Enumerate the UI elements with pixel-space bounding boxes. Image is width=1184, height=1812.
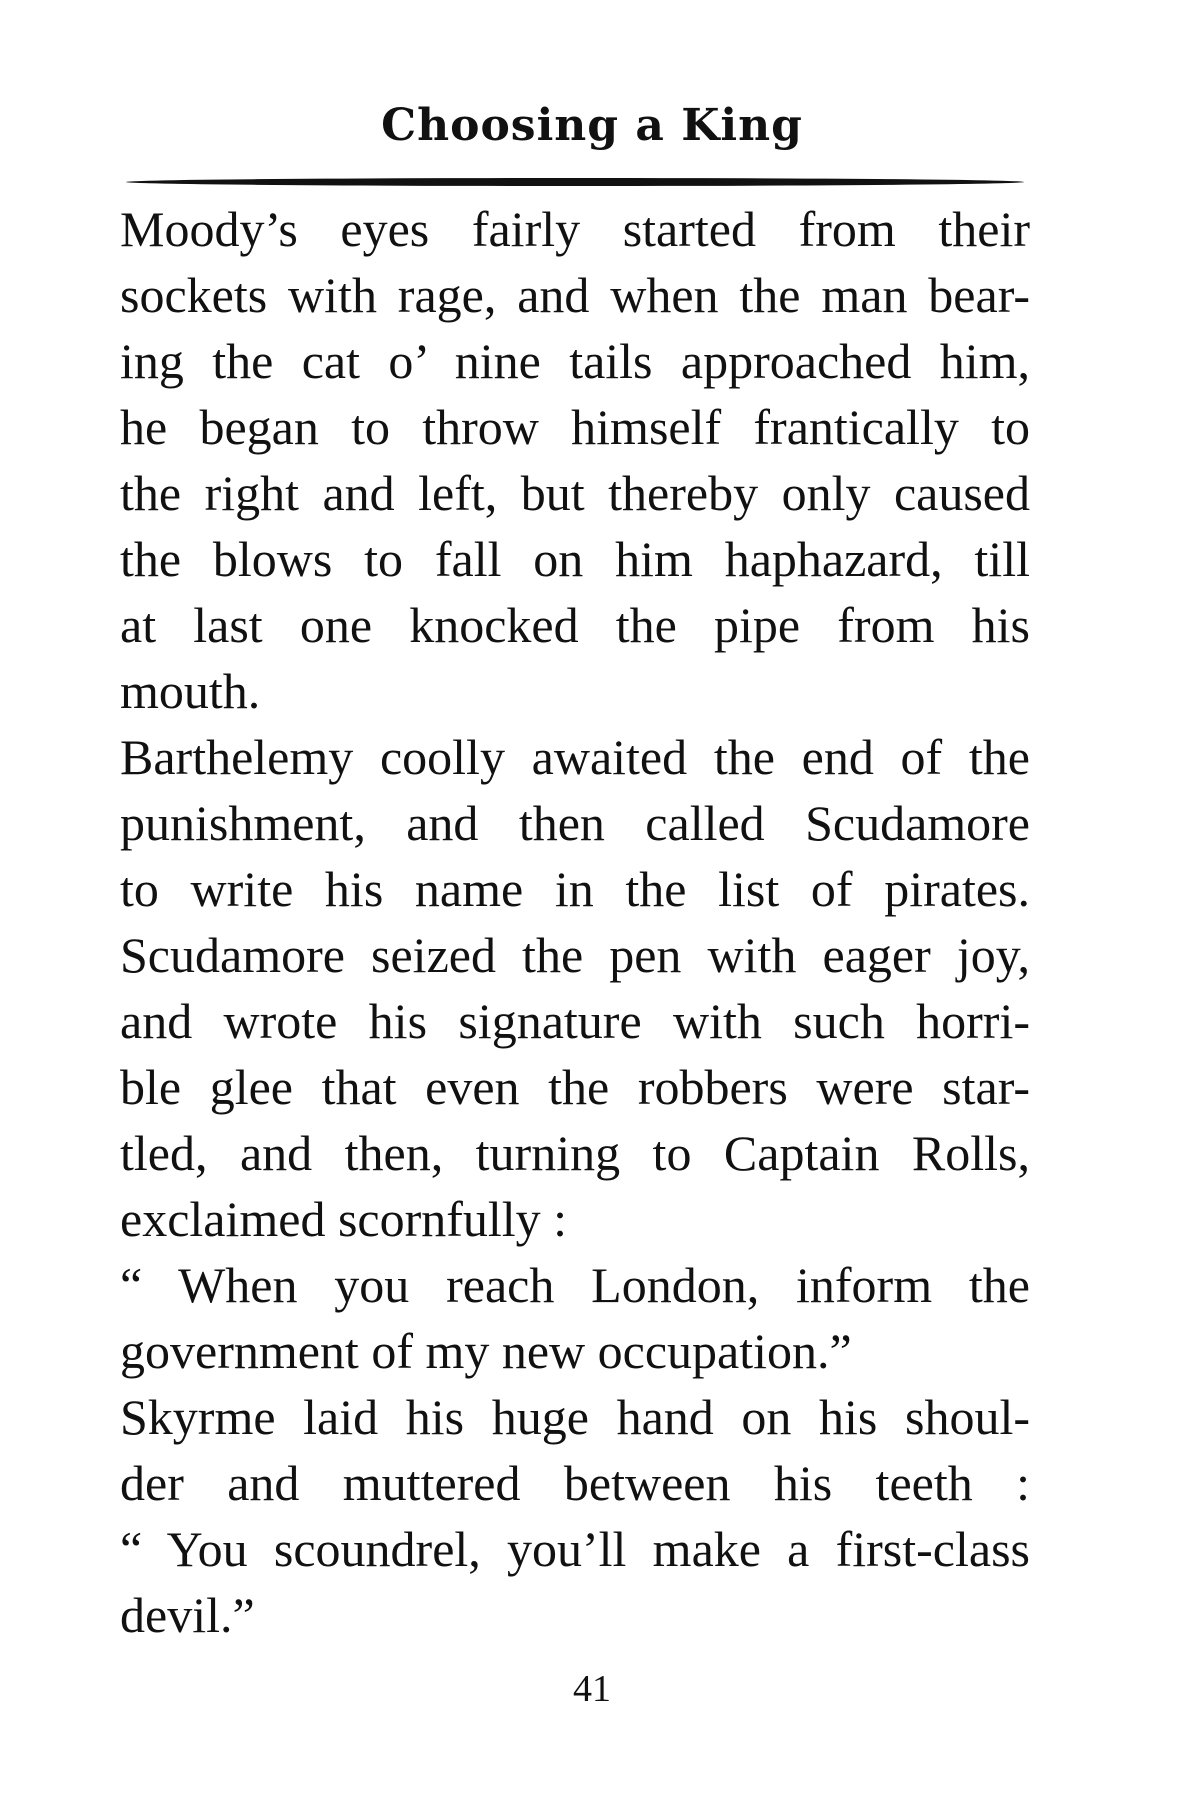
page-number: 41 [573,1668,611,1710]
text-line: and wrote his signature with such horri- [120,993,1030,1049]
text-line: the blows to fall on him haphazard, till [120,531,1030,587]
text-line: tled, and then, turning to Captain Rolls, [120,1125,1030,1181]
text-line: to write his name in the list of pirates. [120,861,1030,917]
text-line: mouth. [120,663,261,719]
text-line: Moody’s eyes fairly started from their [120,201,1030,257]
text-line: punishment, and then called Scudamore [120,795,1030,851]
text-line: Scudamore seized the pen with eager joy, [120,927,1030,983]
text-line: exclaimed scornfully : [120,1191,568,1247]
text-line: devil.” [120,1587,255,1643]
title-rule [126,178,1024,186]
text-line: he began to throw himself frantically to [120,399,1030,455]
page-title: Choosing a King [381,100,803,151]
text-line: the right and left, but thereby only caused [120,465,1030,521]
text-line: der and muttered between his teeth : [120,1455,1030,1511]
text-line: at last one knocked the pipe from his [120,597,1030,653]
text-line: “ When you reach London, inform the [120,1257,1030,1313]
text-line: ble glee that even the robbers were star- [120,1059,1030,1115]
text-line: sockets with rage, and when the man bear- [120,267,1030,323]
text-line: “ You scoundrel, you’ll make a first-class [120,1521,1030,1577]
body-text [120,196,1030,1648]
text-line: Skyrme laid his huge hand on his shoul- [120,1389,1030,1445]
text-line: government of my new occupation.” [120,1323,852,1379]
text-line: ing the cat o’ nine tails approached him, [120,333,1030,389]
text-line: Barthelemy coolly awaited the end of the [120,729,1030,785]
